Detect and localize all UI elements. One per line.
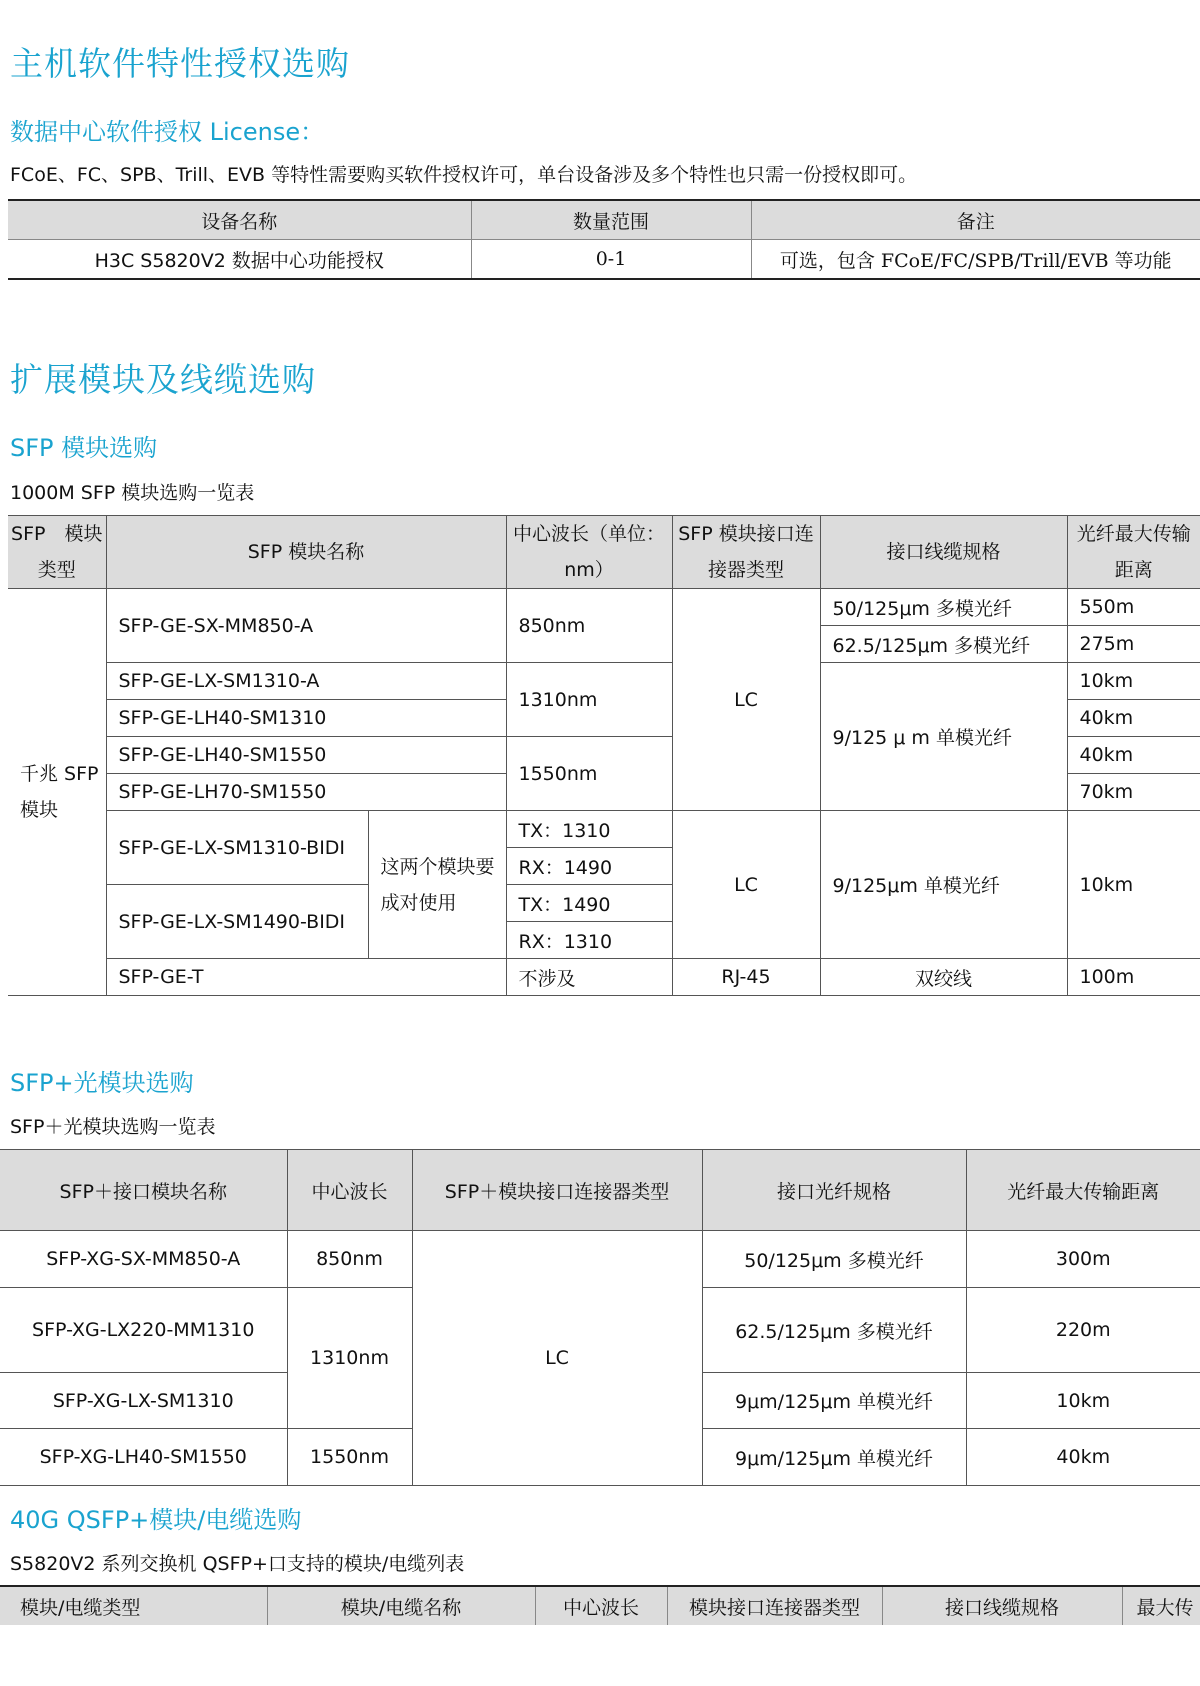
header-wavelength: 中心波长（单位：nm） (506, 516, 672, 589)
sfp-table-caption: 1000M SFP 模块选购一览表 (10, 482, 255, 504)
cell-distance: 550m (1067, 589, 1200, 626)
header-module-name: SFP＋接口模块名称 (0, 1150, 287, 1231)
cell-distance: 40km (1067, 737, 1200, 774)
subsection-title-license: 数据中心软件授权 License： (10, 118, 325, 146)
header-distance: 光纤最大传输距离 (966, 1150, 1200, 1231)
header-distance: 光纤最大传输距离 (1067, 516, 1200, 589)
subsection-title-sfp: SFP 模块选购 (10, 434, 158, 462)
cell-connector: LC (672, 811, 820, 959)
table-row (8, 811, 1200, 848)
cell-distance: 275m (1067, 626, 1200, 663)
header-fiber: 接口光纤规格 (702, 1150, 966, 1231)
header-module-name: SFP 模块名称 (106, 516, 506, 589)
cell-wavelength: TX：1310 (506, 811, 672, 848)
table-row (8, 959, 1200, 996)
header-cable: 接口线缆规格 (820, 516, 1067, 589)
header-connector: SFP＋模块接口连接器类型 (412, 1150, 702, 1231)
cell-wavelength: 850nm (287, 1231, 412, 1288)
cell-module-name: SFP-GE-LX-SM1310-A (106, 663, 506, 700)
cell-module-name: SFP-GE-LH40-SM1310 (106, 700, 506, 737)
cell-module-name: SFP-XG-LX-SM1310 (0, 1373, 287, 1429)
cell-module-name: SFP-XG-SX-MM850-A (0, 1231, 287, 1288)
cell-distance: 300m (966, 1231, 1200, 1288)
cell-wavelength: 1550nm (287, 1429, 412, 1486)
cell-connector: LC (412, 1231, 702, 1486)
sfp-module-table (8, 515, 1200, 996)
license-description: FCoE、FC、SPB、Trill、EVB 等特性需要购买软件授权许可，单台设备涉及多个特性也只需一份授权即可。 (10, 164, 918, 186)
cell-module-name: SFP-GE-SX-MM850-A (106, 589, 506, 663)
cell-cable: 62.5/125μm 多模光纤 (820, 626, 1067, 663)
table-row (8, 663, 1200, 700)
cell-fiber: 50/125μm 多模光纤 (702, 1231, 966, 1288)
cell-wavelength: 1550nm (506, 737, 672, 811)
cell-quantity: 0-1 (471, 240, 751, 280)
cell-module-name: SFP-GE-LX-SM1490-BIDI (106, 885, 368, 959)
sfp-plus-table-caption: SFP＋光模块选购一览表 (10, 1116, 216, 1138)
table-row (8, 240, 1200, 280)
cell-connector: RJ-45 (672, 959, 820, 996)
cell-device-name: H3C S5820V2 数据中心功能授权 (8, 240, 471, 280)
sfp-plus-module-table (0, 1149, 1200, 1486)
cell-module-name: SFP-XG-LH40-SM1550 (0, 1429, 287, 1486)
cell-module-name: SFP-GE-LX-SM1310-BIDI (106, 811, 368, 885)
header-module-type: SFP 模块类型 (8, 516, 106, 589)
cell-cable: 双绞线 (820, 959, 1067, 996)
header-wavelength: 中心波长 (287, 1150, 412, 1231)
qsfp-module-table (0, 1585, 1200, 1625)
table-row (8, 589, 1200, 626)
cell-wavelength: 不涉及 (506, 959, 672, 996)
header-quantity: 数量范围 (471, 200, 751, 240)
cell-distance: 40km (966, 1429, 1200, 1486)
cell-wavelength: RX：1310 (506, 922, 672, 959)
cell-wavelength: TX：1490 (506, 885, 672, 922)
cell-type-gigabit-sfp: 千兆 SFP 模块 (8, 589, 106, 996)
cell-wavelength: 1310nm (287, 1288, 412, 1429)
qsfp-table-caption: S5820V2 系列交换机 QSFP+口支持的模块/电缆列表 (10, 1553, 465, 1575)
cell-cable: 9/125 μ m 单模光纤 (820, 663, 1067, 811)
cell-cable: 9/125μm 单模光纤 (820, 811, 1067, 959)
section-title-modules: 扩展模块及线缆选购 (10, 360, 316, 399)
header-distance: 最大传 (1122, 1586, 1200, 1625)
cell-module-name: SFP-GE-LH70-SM1550 (106, 774, 506, 811)
cell-connector: LC (672, 589, 820, 811)
table-row (0, 1231, 1200, 1288)
header-device-name: 设备名称 (8, 200, 471, 240)
cell-cable: 50/125μm 多模光纤 (820, 589, 1067, 626)
cell-fiber: 62.5/125μm 多模光纤 (702, 1288, 966, 1373)
cell-module-name: SFP-GE-LH40-SM1550 (106, 737, 506, 774)
cell-pair-note: 这两个模块要成对使用 (368, 811, 506, 959)
cell-distance: 10km (1067, 811, 1200, 959)
cell-remark: 可选，包含 FCoE/FC/SPB/Trill/EVB 等功能 (779, 249, 1172, 272)
cell-wavelength: RX：1490 (506, 848, 672, 885)
header-module-name: 模块/电缆名称 (267, 1586, 535, 1625)
cell-distance: 220m (966, 1288, 1200, 1373)
cell-fiber: 9μm/125μm 单模光纤 (702, 1429, 966, 1486)
header-module-type: 模块/电缆类型 (0, 1586, 267, 1625)
subsection-title-qsfp: 40G QSFP+模块/电缆选购 (10, 1506, 302, 1534)
cell-wavelength: 850nm (506, 589, 672, 663)
subsection-title-sfp-plus: SFP+光模块选购 (10, 1069, 194, 1097)
cell-distance: 10km (1067, 663, 1200, 700)
header-connector: SFP 模块接口连接器类型 (672, 516, 820, 589)
cell-fiber: 9μm/125μm 单模光纤 (702, 1373, 966, 1429)
header-remark: 备注 (751, 200, 1200, 240)
cell-distance: 70km (1067, 774, 1200, 811)
header-wavelength: 中心波长 (535, 1586, 667, 1625)
cell-distance: 10km (966, 1373, 1200, 1429)
header-connector: 模块接口连接器类型 (667, 1586, 882, 1625)
cell-module-name: SFP-XG-LX220-MM1310 (0, 1288, 287, 1373)
section-title-license: 主机软件特性授权选购 (10, 44, 350, 83)
license-table (8, 199, 1200, 280)
cell-wavelength: 1310nm (506, 663, 672, 737)
cell-module-name: SFP-GE-T (106, 959, 506, 996)
cell-distance: 100m (1067, 959, 1200, 996)
header-cable: 接口线缆规格 (882, 1586, 1122, 1625)
cell-distance: 40km (1067, 700, 1200, 737)
